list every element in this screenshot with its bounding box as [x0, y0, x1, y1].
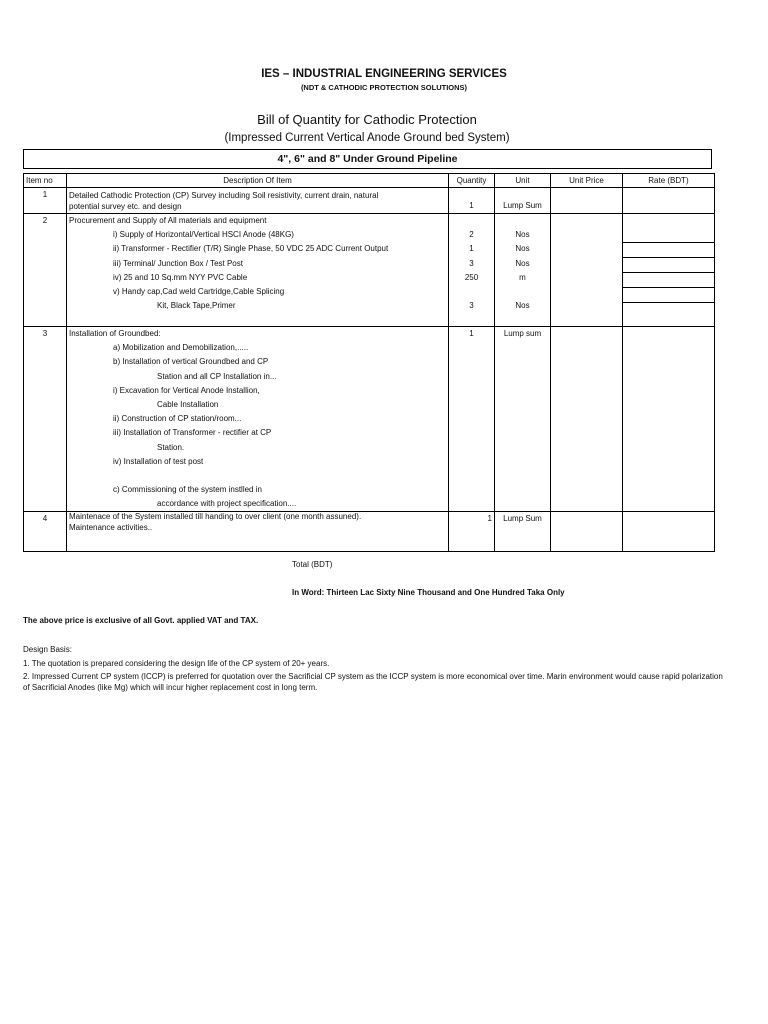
item-unit-price [551, 188, 623, 214]
item-unit: Lump sum [495, 327, 551, 512]
item-quantity: 1 [449, 512, 495, 552]
item-unit-price [551, 327, 623, 512]
item-quantity: 1 [449, 188, 495, 214]
vat-note: The above price is exclusive of all Govt. applied VAT and TAX. [23, 616, 259, 625]
item-number: 1 [24, 188, 67, 214]
item-unit-price [551, 512, 623, 552]
col-unit-price: Unit Price [551, 174, 623, 188]
item-number: 4 [24, 512, 67, 552]
item-description: Procurement and Supply of All materials and equipment i) Supply of Horizontal/Vertical HSCI Anode (48KG) ii) Transformer - Rectifier (T/R) Single Phase, 50 VDC 25 ADC Current Output iii) Terminal/ Junction Box / Test Post iv) 25 and 10 Sq.mm NYY PVC Cable v) Handy cap,Cad weld Cartridge,Cable Splicing Kit, Black Tape,Primer [67, 214, 449, 327]
col-quantity: Quantity [449, 174, 495, 188]
item-number: 2 [24, 214, 67, 327]
item-unit: Nos Nos Nos m Nos [495, 214, 551, 327]
table-row [24, 512, 715, 552]
item-quantity: 2 1 3 250 3 [449, 214, 495, 327]
item-unit: Lump Sum [495, 188, 551, 214]
table-row [24, 214, 715, 327]
pipeline-banner: 4", 6" and 8" Under Ground Pipeline [23, 149, 712, 169]
design-basis-2: 2. Impressed Current CP system (ICCP) is preferred for quotation over the Sacrificial CP system as the ICCP system is more economical over time. Marin environment would cause rapid polarization of Sacrificial Anodes (like Mg) which will incur higher replacement cost in long term. [23, 672, 723, 692]
item-unit: Lump Sum [495, 512, 551, 552]
item-rate [623, 512, 715, 552]
boq-table [23, 173, 715, 552]
item-rate [623, 214, 715, 327]
item-number: 3 [24, 327, 67, 512]
item-quantity: 1 [449, 327, 495, 512]
table-row [24, 327, 715, 512]
company-name: IES – INDUSTRIAL ENGINEERING SERVICES [261, 68, 507, 80]
col-description: Description Of Item [67, 174, 449, 188]
item-rate [623, 327, 715, 512]
document-subtitle: (Impressed Current Vertical Anode Ground bed System) [224, 132, 510, 144]
item-description: Installation of Groundbed: a) Mobilization and Demobilization,..... b) Installation of vertical Groundbed and CP Station and all CP Installation in... i) Excavation for Vertical Anode Installion, Cable Installation ii) Construction of CP station/room... iii) Installation of Transformer - rectifier at CP Station. iv) Installation of test post c) Commissioning of the system instlled in accordance with project specification.... [67, 327, 449, 512]
item-description: Detailed Cathodic Protection (CP) Survey including Soil resistivity, current drain, natural potential survey etc. and design [67, 188, 449, 214]
table-row [24, 188, 715, 214]
document-title: Bill of Quantity for Cathodic Protection [257, 112, 477, 127]
item-unit-price [551, 214, 623, 327]
company-tagline: (NDT & CATHODIC PROTECTION SOLUTIONS) [300, 83, 468, 92]
item-rate [623, 188, 715, 214]
design-basis-1: 1. The quotation is prepared considering the design life of the CP system of 20+ years. [23, 659, 330, 668]
total-label: Total (BDT) [292, 560, 333, 569]
col-item-no: Item no [24, 174, 67, 188]
amount-in-words: In Word: Thirteen Lac Sixty Nine Thousand and One Hundred Taka Only [292, 588, 565, 597]
col-unit: Unit [495, 174, 551, 188]
table-header-row [24, 174, 715, 188]
item-description: Maintenace of the System installed till handing to over client (one month assuned). Maintenance activities.. [67, 512, 449, 552]
design-basis-heading: Design Basis: [23, 645, 72, 654]
col-rate: Rate (BDT) [623, 174, 715, 188]
